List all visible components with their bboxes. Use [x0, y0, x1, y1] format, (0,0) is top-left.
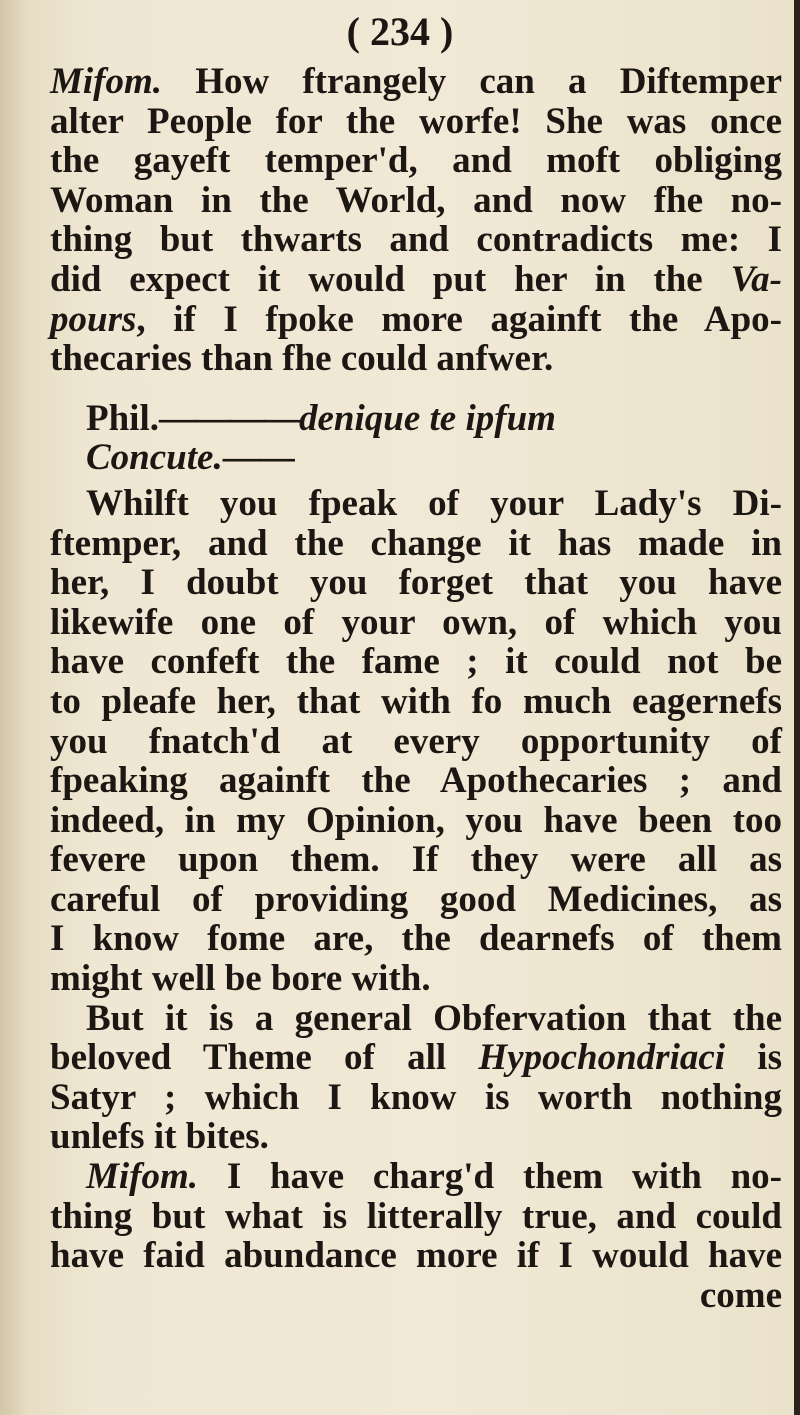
line-text: did expect it would put her in the	[50, 258, 731, 300]
quotation-line	[50, 399, 782, 439]
quotation-dash: ——	[222, 437, 293, 479]
text-line	[50, 339, 782, 379]
text-line: to pleafe her, that with fo much eagernefs	[50, 680, 782, 722]
text-line: likewife one of your own, of which you	[50, 601, 782, 643]
line-italic: Va-	[730, 258, 782, 300]
text-line	[50, 181, 782, 221]
line-text: beloved Theme of all	[50, 1037, 479, 1079]
text-line: you fnatch'd at every opportunity of	[50, 720, 782, 762]
text-line: Satyr ; which I know is worth nothing	[50, 1076, 782, 1118]
text-line: have confeft the fame ; it could not be	[50, 641, 782, 683]
page-gutter-shadow	[0, 0, 26, 1415]
text-line: careful of providing good Medicines, as	[50, 878, 782, 920]
speaker-name: Phil.	[86, 397, 159, 439]
speaker-name: Mifom.	[86, 1156, 199, 1198]
line-text: is	[725, 1037, 782, 1079]
text-line	[50, 1157, 782, 1197]
page-body	[50, 62, 782, 1315]
text-line: her, I doubt you forget that you have	[50, 562, 782, 604]
quotation-text: Concute.	[86, 437, 223, 479]
text-line: unlefs it bites.	[50, 1116, 269, 1158]
quotation-text: denique te ipfum	[299, 397, 556, 439]
line-italic: pours	[50, 298, 137, 340]
text-line	[50, 1038, 782, 1078]
text-line: I know fome are, the dearnefs of them	[50, 918, 782, 960]
text-line	[50, 141, 782, 181]
text-line: have faid abundance more if I would have	[50, 1235, 782, 1277]
line-text: I have charg'd them with no-	[198, 1156, 782, 1198]
text-line	[50, 220, 782, 260]
text-line	[50, 62, 782, 102]
text-line: thing but what is litterally true, and could	[50, 1195, 782, 1237]
text-line: might well be bore with.	[50, 958, 431, 1000]
text-line: fpeaking againft the Apothecaries ; and	[50, 760, 782, 802]
text-line	[50, 300, 782, 340]
text-line: But it is a general Obfervation that the	[86, 997, 782, 1039]
quotation-line	[50, 438, 782, 478]
line-text: thecaries than fhe could anfwer.	[50, 338, 554, 380]
line-text: the gayeft temper'd, and moft obliging	[50, 140, 782, 182]
text-line: Whilft you fpeak of your Lady's Di-	[86, 482, 782, 524]
page-number: ( 234 )	[346, 9, 454, 54]
text-line	[50, 102, 782, 142]
catchword: come	[699, 1274, 782, 1316]
text-line: fevere upon them. If they were all as	[50, 839, 782, 881]
text-line: indeed, in my Opinion, you have been too	[50, 799, 782, 841]
line-italic: Hypochondriaci	[478, 1037, 726, 1079]
text-line: ftemper, and the change it has made in	[50, 522, 782, 564]
paragraph-gap	[50, 379, 782, 399]
page-edge	[794, 0, 800, 1415]
line-text: alter People for the worfe! She was once	[50, 100, 782, 142]
line-text: thing but thwarts and contradicts me: I	[50, 219, 782, 261]
speaker-name: Mifom.	[50, 61, 163, 102]
quotation-dash: ————	[159, 397, 299, 439]
text-line	[50, 260, 782, 300]
line-text: Woman in the World, and now fhe no-	[50, 179, 782, 221]
line-text: How ftrangely can a Diftemper	[162, 61, 782, 102]
line-text: , if I fpoke more againft the Apo-	[136, 298, 782, 340]
